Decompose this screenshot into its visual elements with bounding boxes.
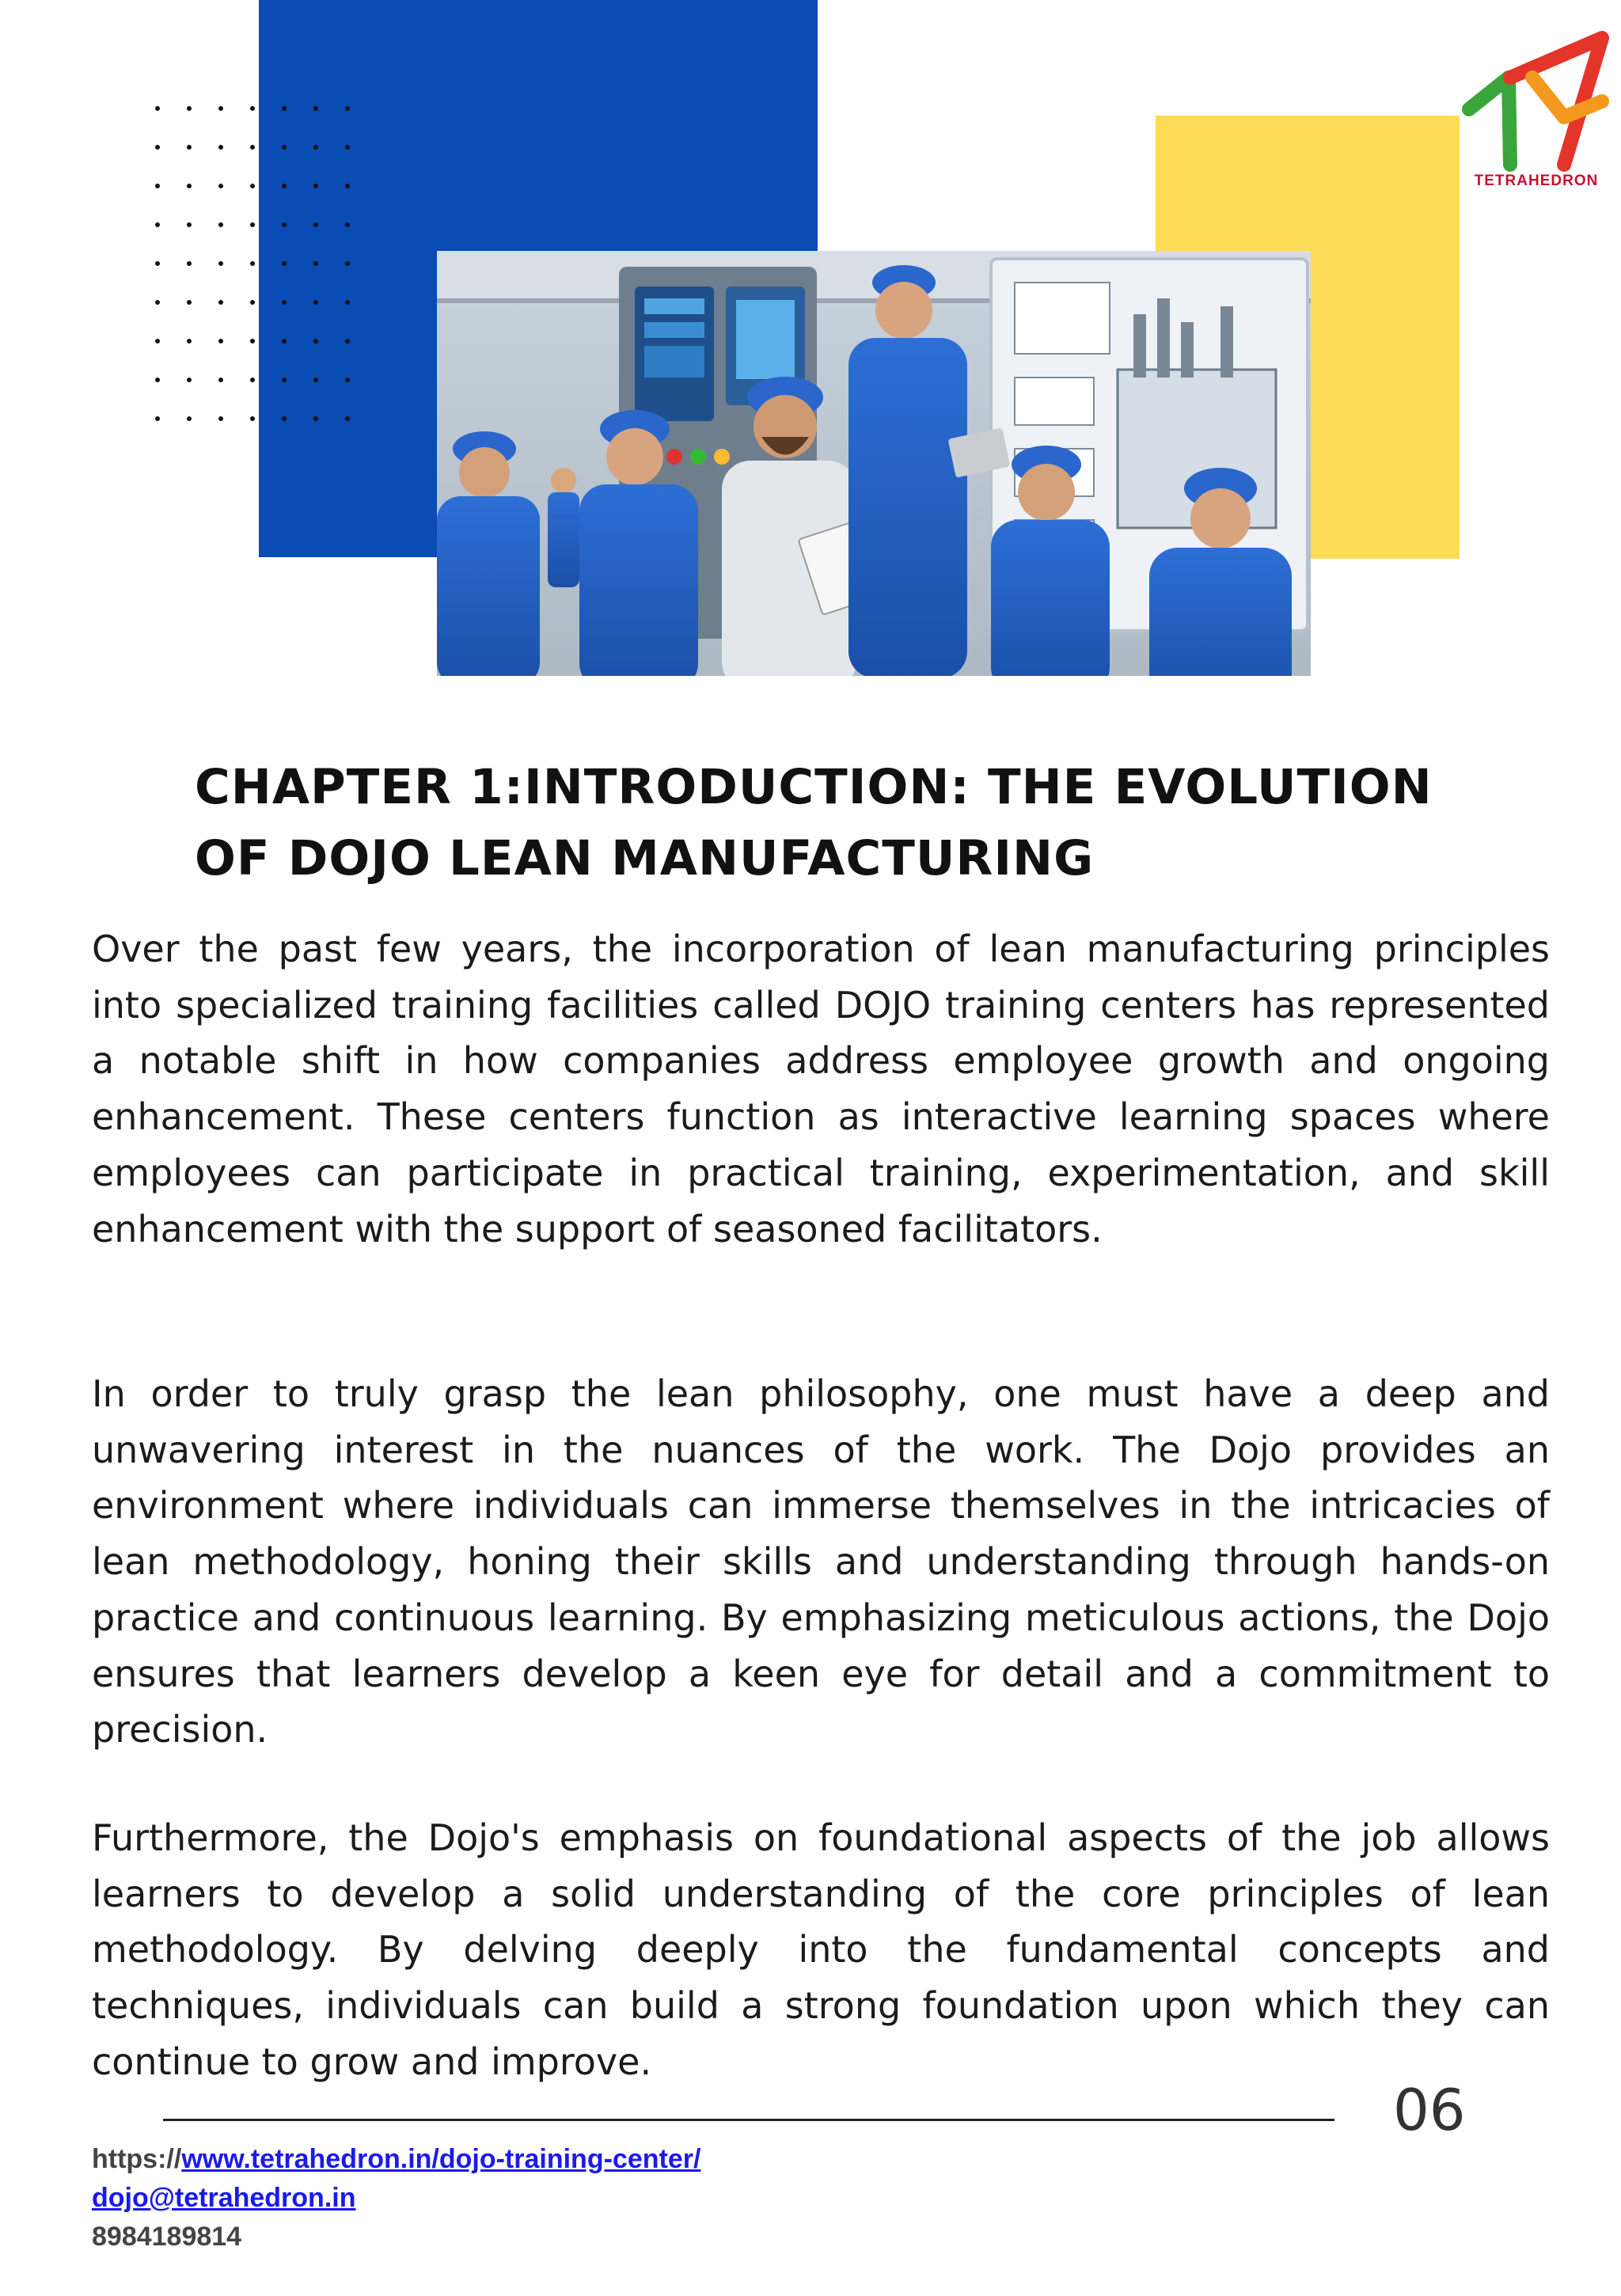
decor-dot <box>218 378 223 382</box>
decor-dot <box>282 184 287 188</box>
decor-dot <box>155 106 160 111</box>
decor-dot <box>218 416 223 421</box>
decor-dot <box>218 261 223 266</box>
decor-dot <box>187 378 192 382</box>
decor-dot <box>250 145 255 150</box>
decor-dot <box>218 184 223 188</box>
decor-dot <box>155 300 160 305</box>
decor-dot <box>218 300 223 305</box>
footer-phone: 8984189814 <box>92 2222 242 2252</box>
chapter-title <box>195 752 1461 894</box>
dot-grid-decor <box>155 106 361 470</box>
decor-dot <box>345 416 350 421</box>
chapter-title-line-1: CHAPTER 1:INTRODUCTION: THE EVOLUTION <box>195 759 1433 815</box>
hero-illustration <box>437 251 1311 676</box>
decor-dot <box>187 261 192 266</box>
decor-dot <box>282 106 287 111</box>
decor-dot <box>218 145 223 150</box>
decor-dot <box>313 378 318 382</box>
decor-dot <box>155 261 160 266</box>
decor-dot <box>187 184 192 188</box>
decor-dot <box>187 106 192 111</box>
decor-dot <box>345 106 350 111</box>
decor-dot <box>282 339 287 343</box>
decor-dot <box>250 416 255 421</box>
decor-dot <box>250 300 255 305</box>
decor-dot <box>313 106 318 111</box>
decor-dot <box>187 416 192 421</box>
decor-dot <box>345 145 350 150</box>
footer-url-prefix: https:// <box>92 2144 182 2174</box>
decor-dot <box>282 378 287 382</box>
decor-dot <box>250 261 255 266</box>
decor-dot <box>282 145 287 150</box>
decor-dot <box>313 339 318 343</box>
decor-dot <box>282 416 287 421</box>
decor-dot <box>313 222 318 227</box>
footer-website-link[interactable]: www.tetrahedron.in/dojo-training-center/ <box>181 2144 701 2174</box>
decor-dot <box>155 339 160 343</box>
decor-dot <box>155 416 160 421</box>
decor-dot <box>313 416 318 421</box>
decor-dot <box>313 261 318 266</box>
body-paragraph-1: Over the past few years, the incorporation of lean manufacturing principles into specialized training facilities called DOJO training centers has represented a notable shift in how companies address employee growth and ongoing enhancement. These centers function as interactive learning spaces where employees can participate in practical training, experimentation, and skill enhancement with the support of seasoned facilitators. <box>92 928 1550 1250</box>
decor-dot <box>155 222 160 227</box>
decor-dot <box>345 184 350 188</box>
decor-dot <box>345 300 350 305</box>
decor-dot <box>313 300 318 305</box>
decor-dot <box>218 106 223 111</box>
decor-dot <box>155 184 160 188</box>
decor-dot <box>250 378 255 382</box>
decor-dot <box>187 300 192 305</box>
decor-dot <box>218 339 223 343</box>
body-paragraph-3: Furthermore, the Dojo's emphasis on foundational aspects of the job allows learners to develop a solid understanding of the core principles of lean methodology. By delving deeply into the fundamental concepts and techniques, individuals can build a strong foundation upon which they can continue to grow and improve. <box>92 1816 1550 2083</box>
logo-wordmark: TETRAHEDRON <box>1474 173 1599 189</box>
tetrahedron-logo-icon <box>1461 30 1612 188</box>
decor-dot <box>282 261 287 266</box>
decor-dot <box>345 339 350 343</box>
decor-dot <box>282 300 287 305</box>
chapter-title-line-2: OF DOJO LEAN MANUFACTURING <box>195 830 1095 886</box>
page-number: 06 <box>1393 2077 1466 2143</box>
decor-dot <box>313 145 318 150</box>
decor-dot <box>218 222 223 227</box>
footer-divider <box>163 2119 1334 2121</box>
decor-dot <box>313 184 318 188</box>
decor-dot <box>155 145 160 150</box>
decor-dot <box>155 378 160 382</box>
decor-dot <box>345 222 350 227</box>
decor-dot <box>345 261 350 266</box>
decor-dot <box>187 222 192 227</box>
decor-dot <box>250 339 255 343</box>
decor-dot <box>345 378 350 382</box>
decor-dot <box>250 106 255 111</box>
footer-website <box>92 2143 700 2175</box>
footer-email-link[interactable]: dojo@tetrahedron.in <box>92 2183 356 2213</box>
decor-dot <box>187 145 192 150</box>
decor-dot <box>282 222 287 227</box>
decor-dot <box>250 222 255 227</box>
body-paragraph-2: In order to truly grasp the lean philosophy, one must have a deep and unwavering interest in the nuances of the work. The Dojo provides an environment where individuals can immerse themselves in the intricacies of lean methodology, honing their skills and understanding through hands-on practice and continuous learning. By emphasizing meticulous actions, the Dojo ensures that learners develop a keen eye for detail and a commitment to precision. <box>92 1372 1550 1751</box>
decor-dot <box>250 184 255 188</box>
decor-dot <box>187 339 192 343</box>
